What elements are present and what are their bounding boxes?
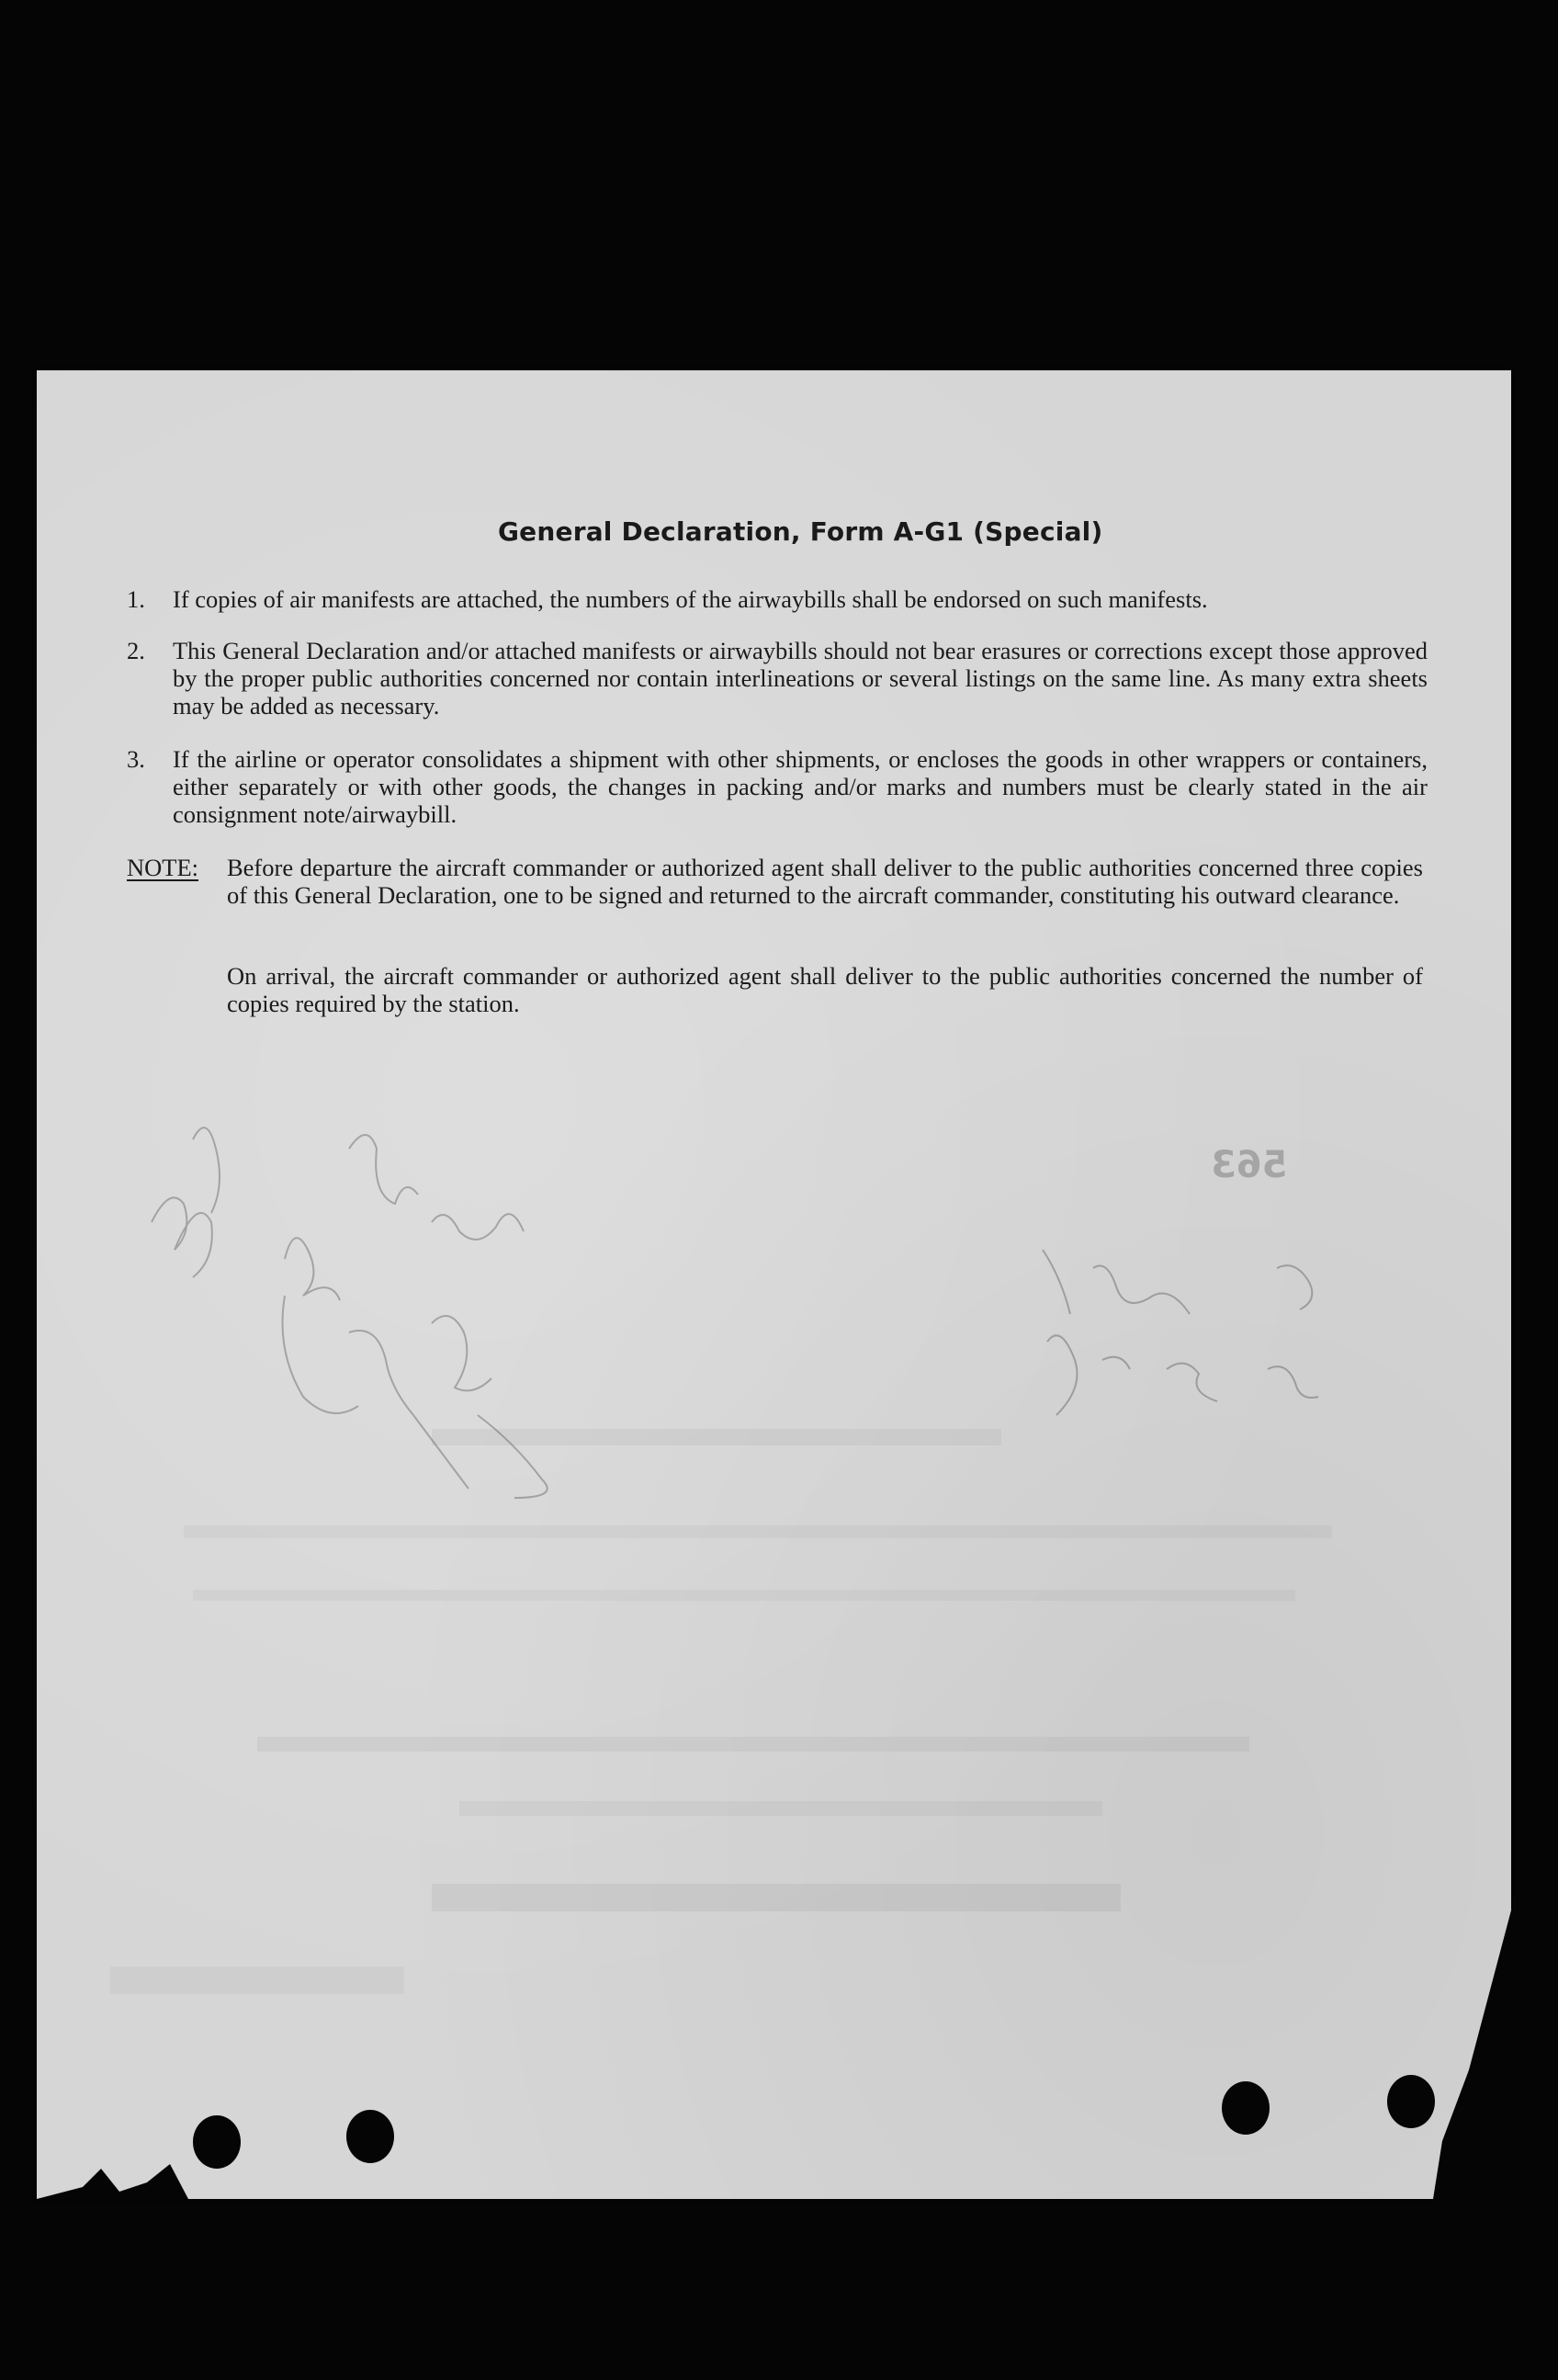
punch-hole [1222,2081,1270,2135]
punch-hole [1387,2075,1435,2128]
item-number: 1. [127,585,145,613]
item-text: If copies of air manifests are attached, the numbers of the airwaybills shall be endorsed on such manifests. [173,585,1208,613]
punch-hole [193,2115,241,2169]
item-number: 3. [127,745,145,773]
torn-corner [1433,1893,1516,2205]
form-title: General Declaration, Form A-G1 (Special) [498,516,1103,547]
note-label: NOTE: [127,854,199,881]
punch-hole [346,2110,394,2163]
item-number: 2. [127,637,145,664]
item-text: This General Declaration and/or attached manifests or airwaybills should not bear erasures or corrections except those approved by the proper public authorities concerned nor contain interlineations or several listings on the same line. As many extra sheets may be added as necessary. [173,637,1428,720]
mirrored-stamp-number: 563 [1211,1144,1288,1186]
note-paragraph: On arrival, the aircraft commander or authorized agent shall deliver to the public authorities concerned the number of copies required by the station. [227,962,1423,1017]
note-paragraph: Before departure the aircraft commander or authorized agent shall deliver to the public authorities concerned three copies of this General Declaration, one to be signed and returned to the aircraft commander, constituting his outward clearance. [227,854,1423,909]
item-text: If the airline or operator consolidates a shipment with other shipments, or encloses the goods in other wrappers or containers, either separately or with other goods, the changes in packing and/or marks and numbers must be clearly stated in the air consignment note/airwaybill. [173,745,1428,828]
